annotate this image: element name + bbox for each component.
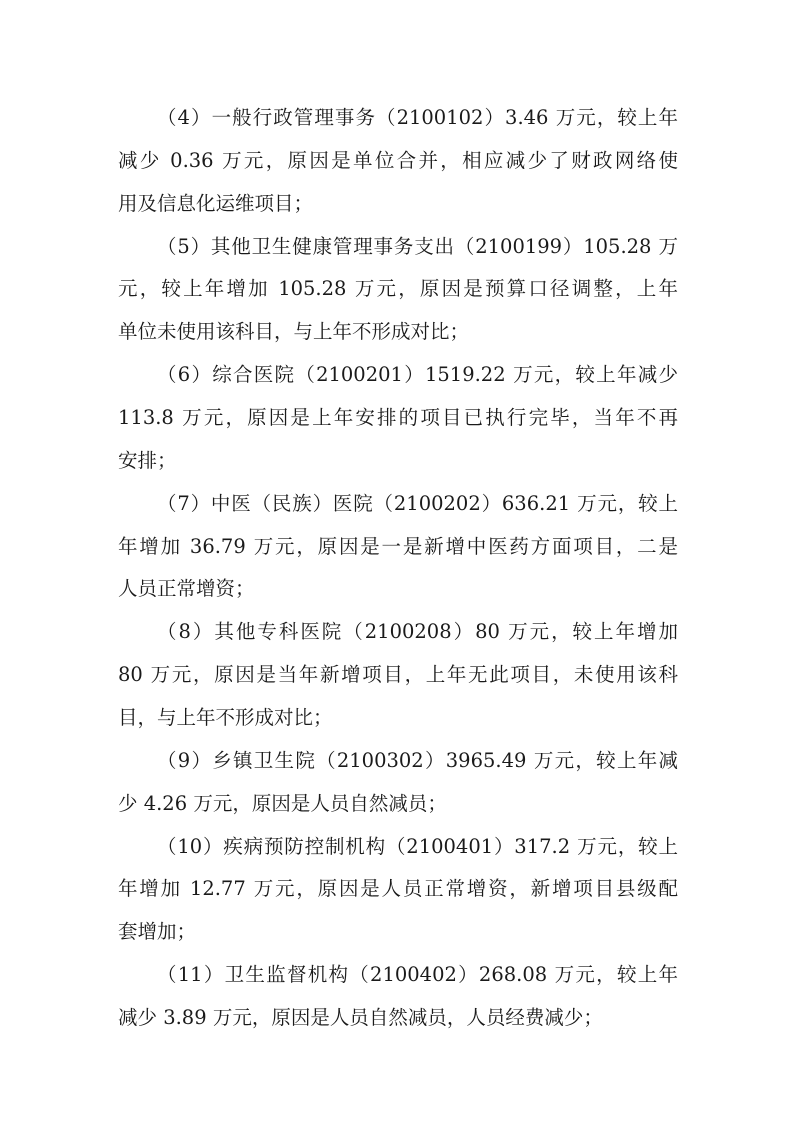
paragraph-7-line-3: 人员正常增资；	[118, 577, 255, 600]
paragraph-10-line-1: （10）疾病预防控制机构（2100401）317.2 万元，较上	[157, 835, 678, 858]
paragraph-9-line-2: 少 4.26 万元，原因是人员自然减员；	[118, 792, 447, 815]
paragraph-5-line-3: 单位未使用该科目，与上年不形成对比；	[118, 320, 470, 343]
paragraph-11-line-1: （11）卫生监督机构（2100402）268.08 万元，较上年	[157, 963, 678, 986]
paragraph-9-line-1: （9）乡镇卫生院（2100302）3965.49 万元，较上年减	[157, 749, 678, 772]
paragraph-8-line-1: （8）其他专科医院（2100208）80 万元，较上年增加	[157, 620, 678, 643]
paragraph-10-line-2: 年增加 12.77 万元，原因是人员正常增资，新增项目县级配	[118, 877, 678, 900]
paragraph-5-line-1: （5）其他卫生健康管理事务支出（2100199）105.28 万	[157, 235, 678, 258]
paragraph-11-line-2: 减少 3.89 万元，原因是人员自然减员，人员经费减少；	[118, 1006, 603, 1029]
paragraph-7-line-2: 年增加 36.79 万元，原因是一是新增中医药方面项目，二是	[118, 535, 678, 558]
paragraph-6-line-3: 安排；	[118, 449, 177, 472]
paragraph-6-line-2: 113.8 万元，原因是上年安排的项目已执行完毕，当年不再	[118, 406, 678, 429]
paragraph-4-line-3: 用及信息化运维项目；	[118, 192, 314, 215]
paragraph-10-line-3: 套增加；	[118, 920, 197, 943]
paragraph-7-line-1: （7）中医（民族）医院（2100202）636.21 万元，较上	[157, 492, 678, 515]
paragraph-5-line-2: 元，较上年增加 105.28 万元，原因是预算口径调整，上年	[118, 277, 678, 300]
paragraph-6-line-1: （6）综合医院（2100201）1519.22 万元，较上年减少	[157, 363, 678, 386]
paragraph-4-line-1: （4）一般行政管理事务（2100102）3.46 万元，较上年	[157, 106, 678, 129]
paragraph-4-line-2: 减少 0.36 万元，原因是单位合并，相应减少了财政网络使	[118, 149, 678, 172]
paragraph-8-line-3: 目，与上年不形成对比；	[118, 706, 333, 729]
paragraph-8-line-2: 80 万元，原因是当年新增项目，上年无此项目，未使用该科	[118, 663, 678, 686]
